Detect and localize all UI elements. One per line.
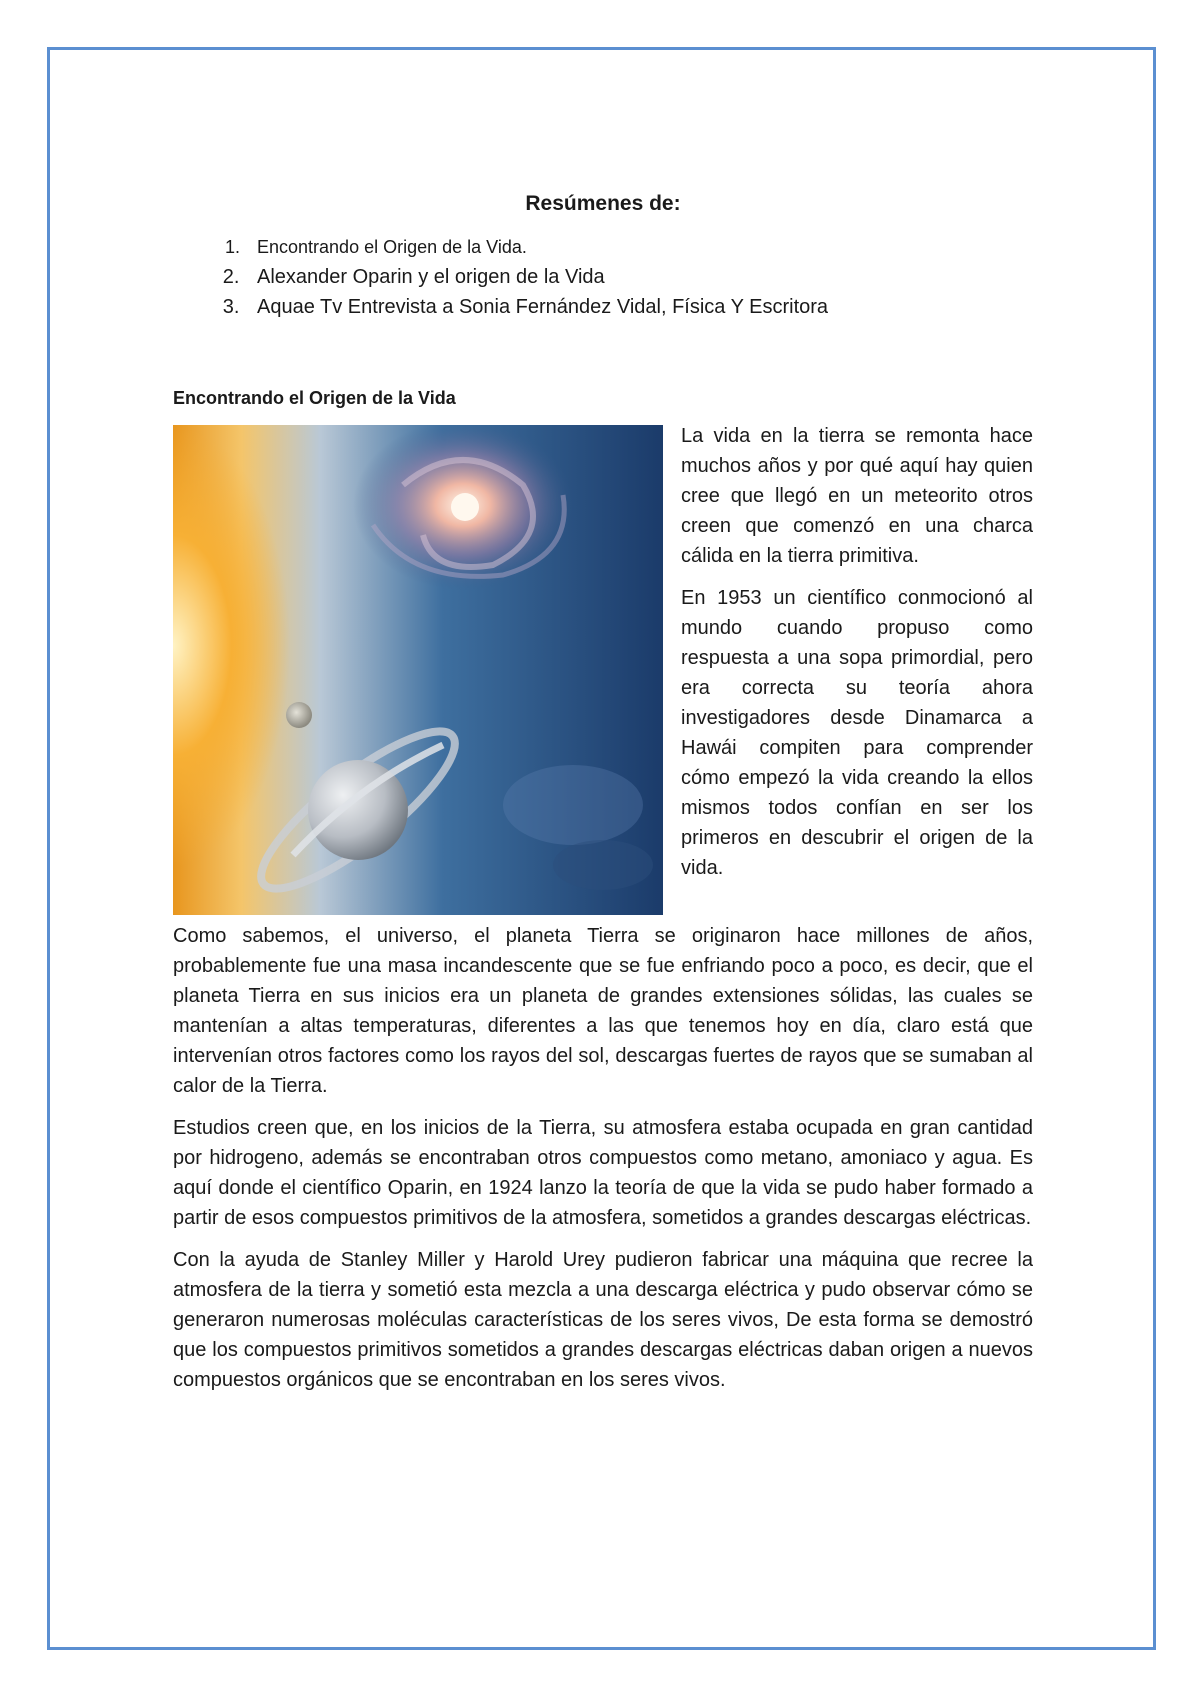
paragraph: En 1953 un científico conmocionó al mundo cuando propuso como respuesta a una sopa primordial, pero era correcta su teoría ahora investigadores desde Dinamarca a Hawái compiten para comprender cómo empezó la vida creando la ellos mismos todos confían en ser los primeros en descubrir el origen de la vida. <box>681 587 1033 879</box>
summary-item: 2. Alexander Oparin y el origen de la Vida <box>245 262 1033 292</box>
summary-item: 3. Aquae Tv Entrevista a Sonia Fernández Vidal, Física Y Escritora <box>245 292 1033 322</box>
summary-list <box>173 232 1033 322</box>
document-title: Resúmenes de: <box>525 192 681 215</box>
paragraph: Estudios creen que, en los inicios de la Tierra, su atmosfera estaba ocupada en gran cantidad por hidrogeno, además se encontraban otros compuestos como metano, amoniaco y agua. Es aquí donde el científico Oparin, en 1924 lanzo la teoría de que la vida se pudo haber formado a partir de esos compuestos primitivos de la atmosfera, sometidos a grandes descargas eléctricas. <box>173 1117 1033 1229</box>
document-content <box>173 182 1033 1407</box>
section-heading: Encontrando el Origen de la Vida <box>173 388 456 408</box>
paragraph: Como sabemos, el universo, el planeta Tierra se originaron hace millones de años, probablemente fue una masa incandescente que se fue enfriando poco a poco, es decir, que el planeta Tierra en sus inicios era un planeta de grandes extensiones sólidas, las cuales se mantenían a altas temperaturas, diferentes a las que tenemos hoy en día, claro está que intervenían otros factores como los rayos del sol, descargas fuertes de rayos que se sumaban al calor de la Tierra. <box>173 925 1033 1097</box>
space-illustration-svg <box>173 425 663 915</box>
space-illustration <box>173 425 663 915</box>
summary-item: 1. Encontrando el Origen de la Vida. <box>245 232 1033 262</box>
paragraph: La vida en la tierra se remonta hace muchos años y por qué aquí hay quien cree que llegó en un meteorito otros creen que comenzó en una charca cálida en la tierra primitiva. <box>681 425 1033 567</box>
paragraph: Con la ayuda de Stanley Miller y Harold Urey pudieron fabricar una máquina que recree la atmosfera de la tierra y sometió esta mezcla a una descarga eléctrica y pudo observar cómo se generaron numerosas moléculas características de los seres vivos, De esta forma se demostró que los compuestos primitivos sometidos a grandes descargas eléctricas daban origen a nuevos compuestos orgánicos que se encontraban en los seres vivos. <box>173 1249 1033 1391</box>
article-body <box>173 421 1033 1395</box>
